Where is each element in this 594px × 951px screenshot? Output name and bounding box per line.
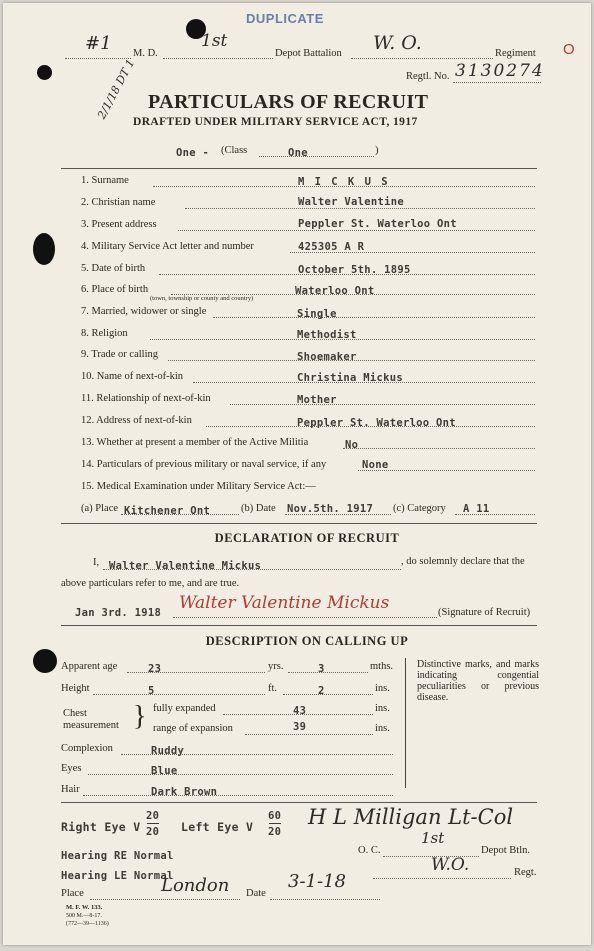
present-address-label: 3. Present address (81, 219, 157, 230)
kin-relationship-label: 11. Relationship of next-of-kin (81, 393, 211, 404)
regiment-label: Regiment (495, 48, 536, 59)
md-line (65, 58, 131, 59)
kin-relationship-value: Mother (297, 394, 337, 406)
class-label: (Class (221, 145, 248, 156)
declaration-line2: above particulars refer to me, and are true. (61, 578, 240, 589)
inches-label: ins. (375, 683, 390, 694)
top-rule (61, 168, 537, 169)
marital-status-value: Single (297, 308, 337, 320)
previous-service-value: None (362, 459, 389, 471)
hair-value: Dark Brown (151, 786, 218, 798)
form-code-1: M. F. W. 133. (66, 904, 103, 911)
previous-service-label: 14. Particulars of previous military or naval service, if any (81, 459, 327, 470)
christian-name-value: Walter Valentine (298, 196, 404, 208)
declaration-date: Jan 3rd. 1918 (75, 607, 162, 619)
form-subtitle: DRAFTED UNDER MILITARY SERVICE ACT, 1917 (133, 116, 418, 128)
marks-divider (405, 658, 406, 788)
regtl-no-label: Regtl. No. (406, 71, 450, 82)
present-address-value: Peppler St. Waterloo Ont (298, 218, 457, 230)
form-code-3: (772—39—1136) (66, 921, 109, 927)
christian-name-label: 2. Christian name (81, 197, 156, 208)
years-label: yrs. (268, 661, 284, 672)
range-expansion-label: range of expansion (153, 723, 233, 734)
punch-hole (33, 233, 55, 265)
exam-date-label: (b) Date (241, 503, 276, 514)
oc-value: 1st (421, 829, 445, 847)
left-eye-label: Left Eye V (181, 820, 254, 834)
next-of-kin-value: Christina Mickus (297, 372, 403, 384)
mid-rule (61, 523, 537, 524)
hair-label: Hair (61, 784, 80, 795)
marital-status-label: 7. Married, widower or single (81, 306, 207, 317)
class-value: One (288, 147, 308, 159)
field-line (230, 404, 535, 405)
height-feet: 5 (148, 685, 155, 697)
field-line (245, 734, 373, 735)
surname-value: M I C K U S (298, 176, 390, 188)
punch-hole (37, 65, 52, 80)
field-line (213, 317, 535, 318)
field-line (373, 878, 511, 879)
exam-category-label: (c) Category (393, 503, 446, 514)
place-of-birth-sublabel: (town, township or county and country) (150, 295, 254, 302)
date-value: 3-1-18 (288, 871, 346, 892)
trade-label: 9. Trade or calling (81, 349, 158, 360)
apparent-age-label: Apparent age (61, 661, 118, 672)
chest-brace: } (133, 701, 147, 732)
medical-exam-label: 15. Medical Examination under Military Service Act:— (81, 481, 316, 492)
field-line (173, 617, 437, 618)
eyes-label: Eyes (61, 763, 82, 774)
fully-inches-label: ins. (375, 703, 390, 714)
regtl-no-line (453, 82, 541, 83)
exam-date-value: Nov.5th. 1917 (287, 503, 374, 515)
field-line (270, 899, 380, 900)
complexion-label: Complexion (61, 743, 113, 754)
regt-value: W.O. (431, 855, 470, 875)
right-eye-numerator: 20 (146, 810, 160, 822)
depot-line (351, 58, 493, 59)
recruit-form-page (3, 3, 591, 945)
right-eye-denominator: 20 (146, 826, 160, 838)
field-line (283, 694, 373, 695)
eyes-value: Blue (151, 765, 178, 777)
signature-label: (Signature of Recruit) (438, 607, 531, 618)
trade-value: Shoemaker (297, 351, 357, 363)
regiment-mark: O (563, 41, 575, 58)
apparent-age-years: 23 (148, 663, 162, 675)
complexion-value: Ruddy (151, 745, 185, 757)
religion-label: 8. Religion (81, 328, 128, 339)
left-eye-numerator: 60 (268, 810, 282, 822)
md-label: M. D. (133, 48, 158, 59)
oc-signature: H L Milligan Lt-Col (308, 805, 514, 829)
kin-address-value: Peppler St. Waterloo Ont (297, 417, 456, 429)
margin-note: 2/1/18 DT 1 (95, 57, 138, 122)
place-value: London (161, 875, 230, 896)
oc-label: O. C. (358, 845, 381, 856)
depot-btln-label: Depot Btln. (481, 845, 530, 856)
chest-label: Chest (63, 708, 87, 719)
hearing-right: Hearing RE Normal (61, 850, 174, 862)
left-eye-bar (269, 823, 281, 824)
field-line (185, 208, 535, 209)
class-prefix: One - (176, 147, 210, 159)
height-label: Height (61, 683, 90, 694)
field-line (83, 795, 393, 796)
declaration-name: Walter Valentine Mickus (109, 560, 262, 572)
distinctive-marks-note: Distinctive marks, and marks indicating congential peculiarities or previous disease. (417, 659, 539, 703)
hearing-left: Hearing LE Normal (61, 870, 174, 882)
active-militia-label: 13. Whether at present a member of the Active Militia (81, 437, 309, 448)
active-militia-value: No (345, 439, 359, 451)
chest-measurement-label: measurement (63, 720, 119, 731)
kin-address-label: 12. Address of next-of-kin (81, 415, 192, 426)
md-value: 1st (201, 31, 228, 51)
fully-expanded-label: fully expanded (153, 703, 216, 714)
height-inches: 2 (318, 685, 325, 697)
field-line (288, 672, 368, 673)
months-label: mths. (370, 661, 394, 672)
fully-expanded-value: 43 (293, 705, 307, 717)
form-title: PARTICULARS OF RECRUIT (148, 91, 429, 113)
right-eye-bar (147, 823, 159, 824)
date-of-birth-value: October 5th. 1895 (298, 264, 411, 276)
declaration-rule (61, 625, 537, 626)
duplicate-stamp: DUPLICATE (246, 11, 324, 26)
range-expansion-value: 39 (293, 721, 307, 733)
feet-label: ft. (268, 683, 278, 694)
declaration-heading: DECLARATION OF RECRUIT (214, 531, 400, 545)
form-code-2: 500 M.—8-17. (66, 913, 102, 919)
regt-label: Regt. (514, 867, 537, 878)
field-line (343, 448, 535, 449)
msa-number-value: 425305 A R (298, 241, 365, 253)
left-eye-denominator: 20 (268, 826, 282, 838)
depot-label: Depot Battalion (275, 48, 342, 59)
depot-value: W. O. (373, 32, 422, 54)
declaration-i: I, (93, 557, 100, 568)
description-rule (61, 802, 537, 803)
religion-value: Methodist (297, 329, 357, 341)
next-of-kin-label: 10. Name of next-of-kin (81, 371, 184, 382)
date-of-birth-label: 5. Date of birth (81, 263, 146, 274)
msa-number-label: 4. Military Service Act letter and number (81, 241, 254, 252)
class-close: ) (375, 145, 379, 156)
date-label: Date (246, 888, 266, 899)
range-inches-label: ins. (375, 723, 390, 734)
punch-hole (33, 649, 57, 673)
class-line (259, 156, 374, 157)
exam-place-value: Kitchener Ont (124, 505, 211, 517)
surname-label: 1. Surname (81, 175, 129, 186)
declaration-solemn: , do solemnly declare that the (401, 556, 525, 567)
regtl-no-value: 3130274 (455, 61, 545, 81)
place-label: Place (61, 888, 84, 899)
right-eye-label: Right Eye V (61, 820, 141, 834)
exam-category-value: A 11 (463, 503, 490, 515)
place-of-birth-value: Waterloo Ont (295, 285, 375, 297)
apparent-age-months: 3 (318, 663, 325, 675)
recruit-signature: Walter Valentine Mickus (179, 593, 390, 613)
corner-mark: #1 (85, 33, 112, 54)
place-of-birth-label: 6. Place of birth (81, 284, 149, 295)
md-value-line (163, 58, 273, 59)
description-heading: DESCRIPTION ON CALLING UP (205, 634, 409, 648)
field-line (178, 230, 535, 231)
exam-place-label: (a) Place (81, 503, 119, 514)
field-line (93, 694, 265, 695)
field-line (88, 774, 393, 775)
field-line (90, 899, 240, 900)
